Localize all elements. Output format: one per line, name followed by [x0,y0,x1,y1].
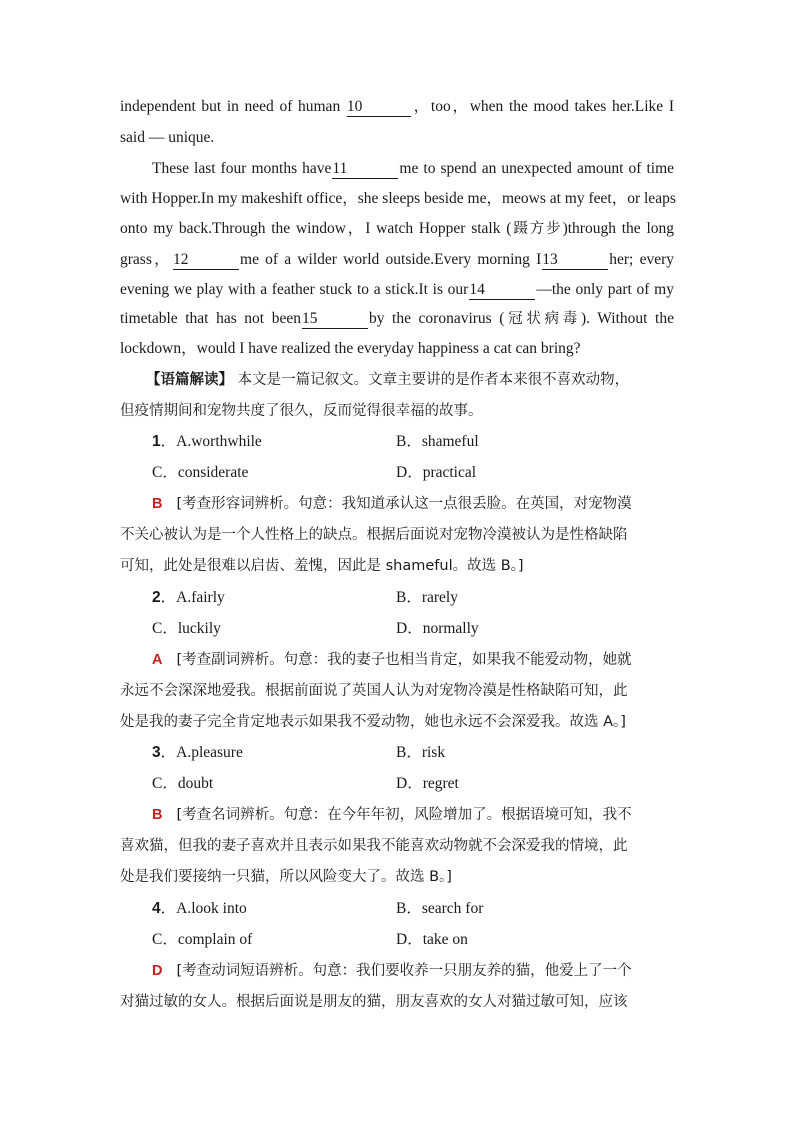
q1-option-a: 1．A.worthwhile [152,433,262,450]
q4-option-a: 4．A.look into [152,900,247,917]
blank-12: 12 [173,251,239,270]
q3-explanation-1: B [考查名词辨析。句意：在今年年初，风险增加了。根据语境可知，我不 [152,807,632,823]
q1-answer: B [152,496,163,512]
q3-option-c: C．doubt [152,775,214,792]
q1-explanation-1: B [考查形容词辨析。句意：我知道承认这一点很丢脸。在英国，对宠物漠 [152,496,632,512]
passage-line-2: said — unique. [120,129,215,146]
analysis-heading: 【语篇解读】 [146,372,233,388]
blank-14: 14 [469,281,535,300]
q1-explanation-3: 可知，此处是很难以启齿、羞愧，因此是 shameful。故选 B。] [120,558,524,574]
q4-option-c: C．complain of [152,931,253,948]
q4-explanation-1: D [考查动词短语辨析。句意：我们要收养一只朋友养的猫，他爱上了一个 [152,963,632,979]
blank-15: 15 [302,310,368,329]
analysis-line-2: 但疫情期间和宠物共度了很久，反而觉得很幸福的故事。 [120,403,483,419]
q1-explanation-2: 不关心被认为是一个人性格上的缺点。根据后面说对宠物冷漠被认为是性格缺陷 [120,527,628,543]
q2-answer: A [152,652,163,668]
analysis-line-1: 【语篇解读】 本文是一篇记叙文。文章主要讲的是作者本来很不喜欢动物， [146,372,630,388]
q1-option-d: D．practical [396,464,477,481]
q3-explanation-2: 喜欢猫，但我的妻子喜欢并且表示如果我不能喜欢动物就不会深爱我的情境，此 [120,838,628,854]
q2-explanation-1: A [考查副词辨析。句意：我的妻子也相当肯定，如果我不能爱动物，她就 [152,652,632,668]
q3-answer: B [152,807,163,823]
blank-11: 11 [332,160,398,179]
q3-explanation-3: 处是我们要接纳一只猫，所以风险变大了。故选 B。] [120,869,452,885]
passage-line-7: evening we play with a feather stuck to a stick.It is our14 —the only part of my [120,281,674,298]
blank-10: 10 [347,98,411,117]
q1-option-b: B．shameful [396,433,479,450]
q4-explanation-2: 对猫过敏的女人。根据后面说是朋友的猫，朋友喜欢的女人对猫过敏可知，应该 [120,994,628,1010]
q2-option-c: C．luckily [152,620,221,637]
q2-option-a: 2．A.fairly [152,589,225,606]
q2-explanation-3: 处是我的妻子完全肯定地表示如果我不爱动物，她也永远不会深爱我。故选 A。] [120,714,626,730]
passage-line-5: onto my back.Through the window，I watch Hopper stalk (蹑方步)through the long [120,220,674,237]
q4-answer: D [152,963,163,979]
q3-option-b: B．risk [396,744,446,761]
q2-explanation-2: 永远不会深深地爱我。根据前面说了英国人认为对宠物冷漠是性格缺陷可知，此 [120,683,628,699]
passage-line-9: lockdown，would I have realized the everyday happiness a cat can bring? [120,340,581,357]
q4-option-d: D．take on [396,931,468,948]
blank-13: 13 [542,251,608,270]
passage-line-8: timetable that has not been15 by the coronavirus (冠状病毒). Without the [120,310,674,327]
q3-option-d: D．regret [396,775,459,792]
q4-option-b: B．search for [396,900,484,917]
passage-line-4: with Hopper.In my makeshift office，she sleeps beside me，meows at my feet，or leaps [120,190,676,207]
q3-option-a: 3．A.pleasure [152,744,243,761]
passage-line-1: independent but in need of human 10 ，too，when the mood takes her.Like I [120,98,674,115]
passage-line-6: grass，12 me of a wilder world outside.Every morning I13 her; every [120,251,674,268]
q2-option-d: D．normally [396,620,479,637]
passage-line-3: These last four months have11 me to spend an unexpected amount of time [152,160,675,177]
q1-option-c: C．considerate [152,464,249,481]
q2-option-b: B．rarely [396,589,458,606]
